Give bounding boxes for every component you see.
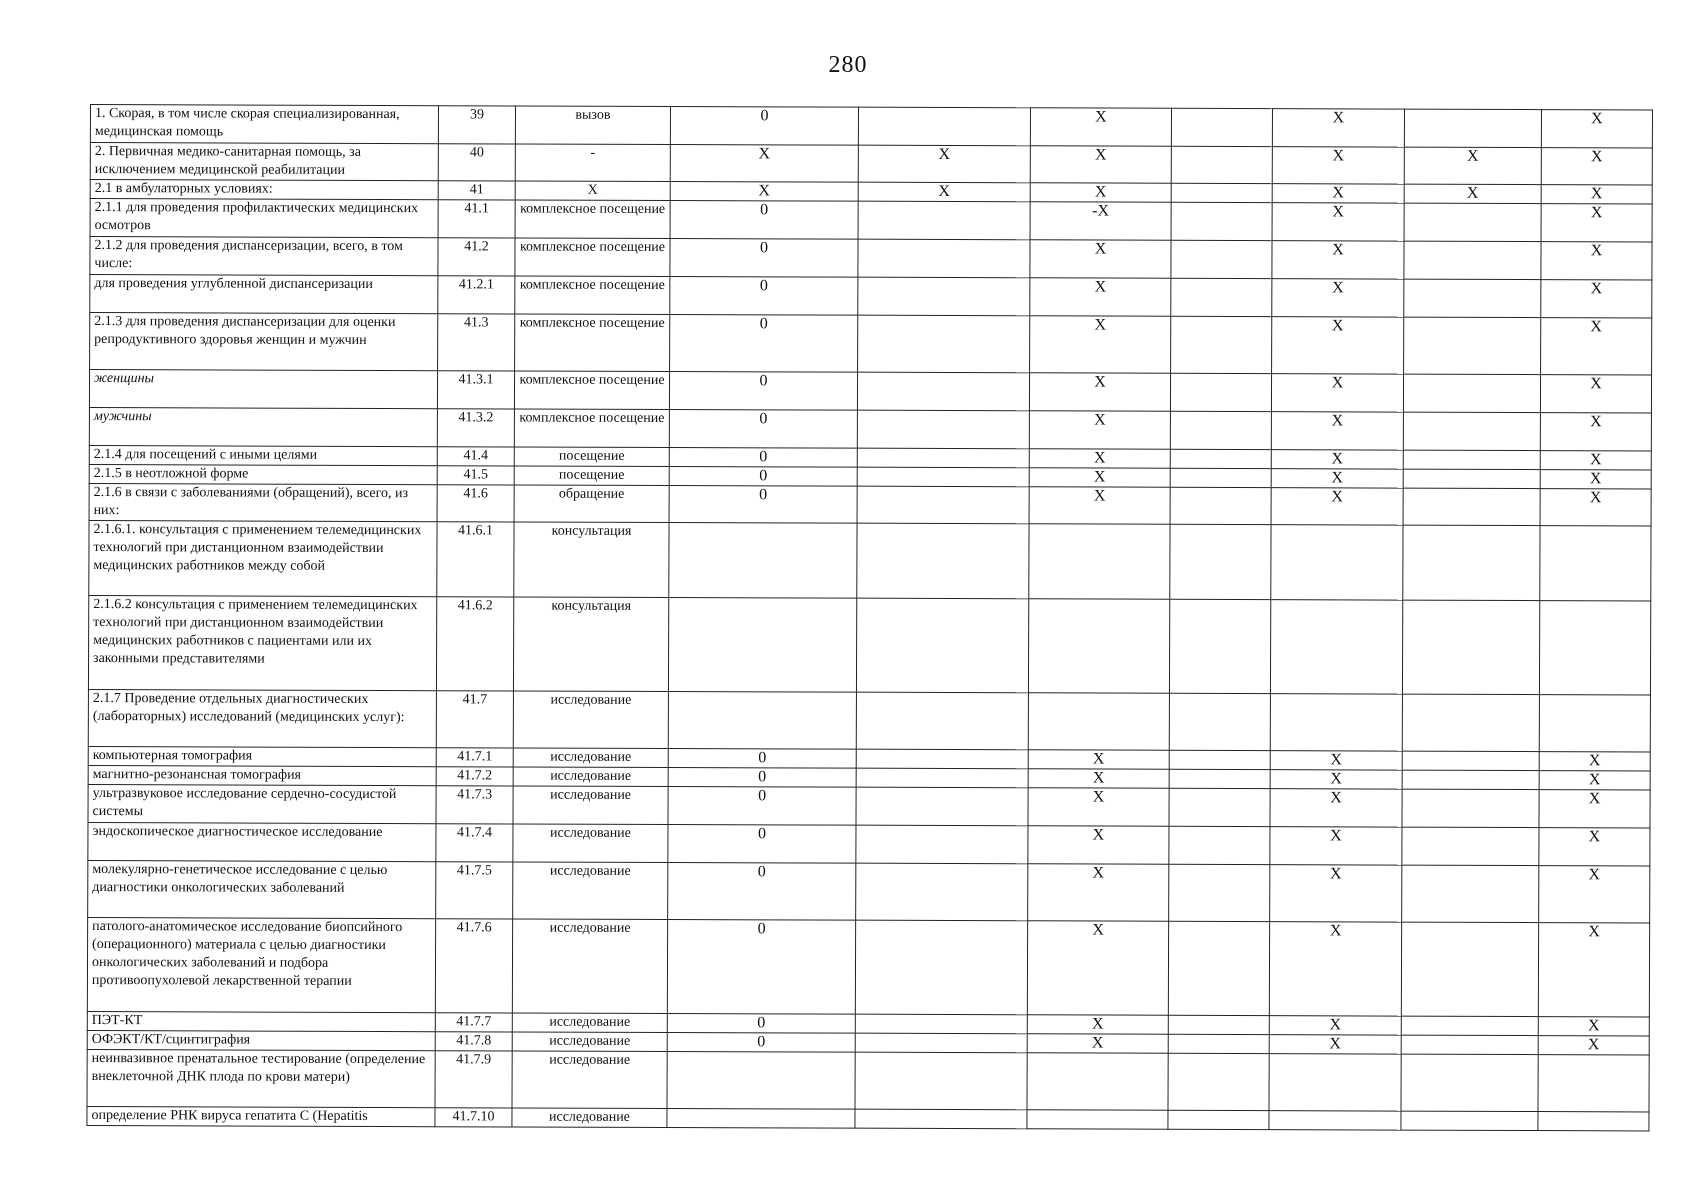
value-cell [1402, 789, 1539, 827]
table-row [90, 143, 1652, 185]
value-cell: X [1027, 1015, 1168, 1034]
value-cell [855, 1033, 1027, 1053]
value-cell [1168, 1015, 1269, 1034]
value-cell: X [1029, 411, 1170, 449]
row-code-cell: 41.7.2 [436, 767, 513, 786]
value-cell: 0 [668, 825, 856, 864]
value-cell: X [1270, 865, 1402, 922]
row-name-cell: 2.1.6 в связи с заболеваниями (обращений), всего, из них: [89, 483, 437, 521]
value-cell: X [1404, 184, 1541, 203]
table-row [90, 237, 1652, 280]
value-cell [1404, 241, 1541, 279]
value-cell [1027, 1053, 1168, 1110]
value-cell [1169, 769, 1270, 788]
value-cell [857, 410, 1029, 449]
value-cell: X [1540, 413, 1651, 451]
row-code-cell: 39 [438, 106, 515, 144]
value-cell [1538, 1055, 1649, 1112]
value-cell [1171, 146, 1272, 183]
value-cell [856, 768, 1028, 788]
row-unit-cell: комплексное посещение [514, 371, 669, 410]
value-cell [1539, 695, 1650, 752]
value-cell: X [1272, 147, 1404, 184]
row-code-cell: 41.7.5 [436, 862, 513, 919]
row-name-cell: 2.1.6.1. консультация с применением телемедицинских технологий при дистанционном взаимодействии медицинских работников между собой [89, 520, 437, 596]
row-code-cell: 41 [438, 181, 515, 200]
value-cell: X [1028, 750, 1169, 769]
row-code-cell: 41.7.1 [436, 748, 513, 767]
value-cell: X [1272, 184, 1404, 203]
value-cell: X [858, 145, 1030, 183]
row-code-cell: 41.4 [437, 447, 514, 466]
value-cell [1169, 599, 1270, 693]
value-cell [1401, 1111, 1538, 1130]
row-name-cell: 2.1.3 для проведения диспансеризации для оценки репродуктивного здоровья женщин и мужчин [90, 313, 438, 371]
value-cell [856, 787, 1028, 826]
table-row [90, 275, 1652, 318]
value-cell: X [1404, 147, 1541, 184]
value-cell [855, 1014, 1027, 1034]
row-unit-cell: исследование [512, 1108, 667, 1128]
value-cell [1538, 1112, 1649, 1131]
row-unit-cell: комплексное посещение [515, 238, 670, 277]
row-name-cell: ПЭТ-КТ [87, 1011, 435, 1031]
row-unit-cell: исследование [512, 1013, 667, 1033]
value-cell: X [670, 182, 858, 202]
value-cell: 0 [669, 410, 857, 449]
value-cell [856, 692, 1028, 750]
value-cell [857, 467, 1029, 487]
value-cell [1539, 601, 1650, 695]
value-cell: X [1541, 110, 1652, 148]
value-cell [669, 523, 857, 599]
row-name-cell: патолого-анатомическое исследование биопсийного (операционного) материала с целью диагностики онкологических заболеваний и подбора противоопухолевой лекарственной терапии [87, 917, 435, 1012]
row-code-cell: 41.7.6 [435, 919, 512, 1013]
value-cell: X [1271, 450, 1403, 469]
value-cell: X [1270, 751, 1402, 770]
value-cell [1269, 1111, 1401, 1130]
value-cell [1404, 109, 1541, 147]
value-cell: X [1271, 488, 1403, 525]
value-cell [858, 315, 1030, 373]
value-cell [1171, 240, 1272, 278]
row-code-cell: 41.6.1 [437, 522, 514, 597]
value-cell [1402, 827, 1539, 865]
value-cell: X [1270, 770, 1402, 789]
row-code-cell: 41.6 [437, 485, 514, 522]
row-name-cell: 2.1.2 для проведения диспансеризации, всего, в том числе: [90, 237, 438, 276]
value-cell: X [1030, 316, 1171, 373]
value-cell: X [1540, 451, 1651, 470]
row-code-cell: 41.7.9 [435, 1051, 512, 1108]
value-cell: X [1272, 109, 1404, 147]
value-cell [855, 1052, 1027, 1110]
table-row [88, 784, 1650, 827]
value-cell [1171, 183, 1272, 202]
value-cell [668, 692, 856, 750]
row-unit-cell: исследование [512, 1032, 667, 1052]
value-cell [857, 448, 1029, 468]
value-cell: X [1030, 183, 1171, 202]
row-code-cell: 41.7.4 [436, 824, 513, 862]
row-unit-cell: комплексное посещение [514, 409, 669, 448]
value-cell [1403, 412, 1540, 450]
value-cell: 0 [668, 749, 856, 769]
row-unit-cell: консультация [514, 522, 669, 598]
value-cell [1169, 864, 1270, 921]
value-cell [668, 598, 856, 693]
value-cell [1540, 526, 1651, 601]
value-cell: X [1272, 241, 1404, 279]
value-cell [858, 201, 1030, 240]
value-cell: X [1540, 489, 1651, 526]
value-cell [1401, 1016, 1538, 1035]
value-cell: X [1540, 470, 1651, 489]
table-row [89, 520, 1651, 600]
value-cell: X [1541, 185, 1652, 204]
value-cell [1270, 694, 1402, 751]
value-cell: X [1269, 1016, 1401, 1035]
row-unit-cell: исследование [513, 862, 668, 920]
value-cell [856, 863, 1028, 921]
value-cell: X [1541, 242, 1652, 280]
row-code-cell: 41.7.10 [435, 1108, 512, 1127]
value-cell [667, 1052, 855, 1110]
row-code-cell: 41.3.1 [437, 371, 514, 409]
value-cell [855, 1109, 1027, 1129]
value-cell [1169, 788, 1270, 826]
value-cell [1403, 450, 1540, 469]
value-cell: X [1029, 373, 1170, 411]
row-name-cell: 2.1.7 Проведение отдельных диагностических (лабораторных) исследований (медицинских услуг): [88, 689, 436, 747]
value-cell: 0 [667, 920, 855, 1015]
value-cell: 0 [668, 768, 856, 788]
table-row [88, 822, 1650, 865]
value-cell [1403, 525, 1540, 600]
value-cell [1028, 599, 1169, 693]
row-code-cell: 41.7 [436, 691, 513, 748]
value-cell: X [670, 145, 858, 183]
value-cell [857, 372, 1029, 411]
table-row [87, 1049, 1649, 1111]
table-row [90, 313, 1652, 375]
row-name-cell: ультразвуковое исследование сердечно-сосудистой системы [88, 784, 436, 823]
row-unit-cell: исследование [513, 767, 668, 787]
row-code-cell: 41.2.1 [438, 276, 515, 314]
row-code-cell: 41.5 [437, 466, 514, 485]
value-cell [1171, 316, 1272, 373]
value-cell [1403, 469, 1540, 488]
value-cell [1401, 1054, 1538, 1111]
value-cell [1029, 524, 1170, 599]
value-cell [1168, 921, 1269, 1015]
table-row [89, 370, 1651, 413]
value-cell [1402, 694, 1539, 751]
value-cell [1170, 468, 1271, 487]
row-unit-cell: исследование [513, 786, 668, 825]
value-cell: X [1541, 318, 1652, 375]
value-cell [1027, 1110, 1168, 1129]
value-cell [1169, 693, 1270, 750]
row-unit-cell: консультация [513, 597, 668, 692]
value-cell [1028, 693, 1169, 750]
value-cell: X [1271, 412, 1403, 450]
value-cell [1170, 373, 1271, 411]
table-row [89, 483, 1651, 525]
value-cell [858, 107, 1030, 146]
row-name-cell: 2.1.5 в неотложной форме [89, 464, 437, 484]
row-code-cell: 41.1 [438, 200, 515, 238]
row-name-cell: 2.1 в амбулаторных условиях: [90, 180, 438, 200]
row-code-cell: 41.2 [438, 238, 515, 276]
value-cell [1403, 488, 1540, 525]
volume-table [86, 104, 1653, 1131]
row-unit-cell: вызов [515, 106, 670, 145]
value-cell [857, 486, 1029, 524]
value-cell: X [1541, 280, 1652, 318]
value-cell [1404, 279, 1541, 317]
value-cell [1401, 1035, 1538, 1054]
value-cell: 0 [668, 787, 856, 826]
value-cell: X [1029, 487, 1170, 524]
row-name-cell: женщины [89, 370, 437, 409]
row-name-cell: магнитно-резонансная томография [88, 765, 436, 785]
value-cell [855, 920, 1027, 1015]
row-name-cell: 2.1.4 для посещений с иными целями [89, 445, 437, 465]
value-cell: X [1028, 788, 1169, 826]
row-code-cell: 41.3.2 [437, 409, 514, 447]
value-cell: -X [1030, 202, 1171, 240]
value-cell: X [1027, 921, 1168, 1015]
table-row [89, 407, 1651, 450]
value-cell: 0 [670, 107, 858, 146]
value-cell: X [1539, 828, 1650, 866]
value-cell: 0 [669, 486, 857, 524]
row-name-cell: 1. Скорая, в том числе скорая специализированная, медицинская помощь [90, 105, 438, 144]
value-cell: X [1541, 204, 1652, 242]
row-code-cell: 41.6.2 [436, 597, 513, 691]
value-cell: X [1539, 752, 1650, 771]
value-cell: X [1538, 1036, 1649, 1055]
row-code-cell: 41.7.7 [435, 1013, 512, 1032]
value-cell: 0 [670, 315, 858, 373]
value-cell: 0 [667, 1033, 855, 1053]
value-cell: X [1272, 317, 1404, 374]
value-cell [1402, 751, 1539, 770]
value-cell: X [1030, 108, 1171, 146]
value-cell: 0 [669, 448, 857, 468]
row-unit-cell: обращение [514, 485, 669, 523]
value-cell: X [1029, 449, 1170, 468]
value-cell [856, 825, 1028, 864]
value-cell: X [1030, 146, 1171, 183]
value-cell [667, 1109, 855, 1129]
value-cell [1402, 865, 1539, 922]
value-cell [856, 598, 1028, 693]
value-cell: X [1269, 922, 1401, 1016]
table-row [87, 917, 1649, 1016]
value-cell: X [1028, 769, 1169, 788]
value-cell: X [1541, 148, 1652, 185]
row-code-cell: 41.7.8 [435, 1032, 512, 1051]
value-cell [1403, 374, 1540, 412]
row-name-cell: 2.1.6.2 консультация с применением телемедицинских технологий при дистанционном взаимодействии медицинских работников с пациентами или их законными представителями [88, 595, 436, 690]
row-name-cell: эндоскопическое диагностическое исследование [88, 822, 436, 861]
value-cell [858, 239, 1030, 278]
value-cell: X [1271, 469, 1403, 488]
value-cell: X [1540, 375, 1651, 413]
value-cell [1170, 449, 1271, 468]
value-cell: 0 [669, 467, 857, 487]
value-cell: X [1539, 771, 1650, 790]
value-cell: X [1538, 923, 1649, 1017]
value-cell [1169, 826, 1270, 864]
row-unit-cell: - [515, 144, 670, 182]
row-unit-cell: исследование [513, 824, 668, 863]
row-code-cell: 41.3 [438, 314, 515, 371]
value-cell [1171, 108, 1272, 146]
value-cell: X [1269, 1035, 1401, 1054]
row-name-cell: компьютерная томография [88, 746, 436, 766]
value-cell: 0 [670, 277, 858, 316]
value-cell: 0 [667, 1014, 855, 1034]
table-row [88, 689, 1650, 751]
row-name-cell: 2.1.1 для проведения профилактических медицинских осмотров [90, 199, 438, 238]
value-cell: 0 [669, 372, 857, 411]
value-cell: 0 [670, 201, 858, 240]
value-cell [1171, 278, 1272, 316]
value-cell: X [1029, 468, 1170, 487]
value-cell: X [858, 182, 1030, 202]
value-cell: X [1030, 278, 1171, 316]
value-cell [1170, 487, 1271, 524]
value-cell [1401, 922, 1538, 1016]
value-cell: 0 [670, 239, 858, 278]
value-cell [1169, 750, 1270, 769]
value-cell: X [1539, 790, 1650, 828]
value-cell [1168, 1034, 1269, 1053]
row-unit-cell: комплексное посещение [515, 200, 670, 239]
value-cell: X [1272, 203, 1404, 241]
value-cell: X [1270, 827, 1402, 865]
value-cell [1270, 600, 1402, 694]
row-unit-cell: исследование [512, 1051, 667, 1109]
row-unit-cell: исследование [513, 748, 668, 768]
value-cell [1269, 1054, 1401, 1111]
row-name-cell: молекулярно-генетическое исследование с целью диагностики онкологических заболеваний [88, 860, 436, 918]
value-cell: X [1028, 826, 1169, 864]
table-row [88, 595, 1650, 694]
value-cell: X [1539, 866, 1650, 923]
row-name-cell: ОФЭКТ/КТ/сцинтиграфия [87, 1030, 435, 1050]
value-cell: X [1028, 864, 1169, 921]
value-cell [1170, 524, 1271, 599]
value-cell: X [1027, 1034, 1168, 1053]
value-cell [856, 749, 1028, 769]
value-cell [857, 523, 1029, 599]
row-unit-cell: исследование [512, 919, 667, 1014]
value-cell [858, 277, 1030, 316]
document-sheet [86, 104, 1653, 1131]
value-cell [1402, 770, 1539, 789]
value-cell: X [1271, 374, 1403, 412]
row-unit-cell: комплексное посещение [515, 314, 670, 372]
value-cell [1168, 1053, 1269, 1110]
row-name-cell: неинвазивное пренатальное тестирование (определение внеклеточной ДНК плода по крови матери) [87, 1049, 435, 1107]
value-cell: X [1272, 279, 1404, 317]
table-row [88, 860, 1650, 922]
value-cell: X [1030, 240, 1171, 278]
value-cell [1168, 1110, 1269, 1129]
table-row [90, 199, 1652, 242]
row-name-cell: определение РНК вируса гепатита С (Hepatitis [87, 1106, 435, 1126]
row-name-cell: для проведения углубленной диспансеризации [90, 275, 438, 314]
row-unit-cell: посещение [514, 447, 669, 467]
row-code-cell: 41.7.3 [436, 786, 513, 824]
row-name-cell: мужчины [89, 407, 437, 446]
row-unit-cell: посещение [514, 466, 669, 486]
value-cell: 0 [668, 863, 856, 921]
value-cell [1402, 600, 1539, 694]
row-code-cell: 40 [438, 144, 515, 181]
value-cell [1404, 203, 1541, 241]
page-number: 280 [828, 52, 868, 78]
table-body [87, 105, 1653, 1131]
value-cell [1271, 525, 1403, 600]
value-cell [1404, 317, 1541, 374]
value-cell [1171, 202, 1272, 240]
row-unit-cell: X [515, 181, 670, 201]
row-name-cell: 2. Первичная медико-санитарная помощь, за исключением медицинской реабилитации [90, 143, 438, 181]
value-cell [1170, 411, 1271, 449]
row-unit-cell: комплексное посещение [515, 276, 670, 315]
row-unit-cell: исследование [513, 691, 668, 749]
table-row [87, 1106, 1649, 1130]
table-row [90, 105, 1652, 148]
value-cell: X [1270, 789, 1402, 827]
value-cell: X [1538, 1017, 1649, 1036]
